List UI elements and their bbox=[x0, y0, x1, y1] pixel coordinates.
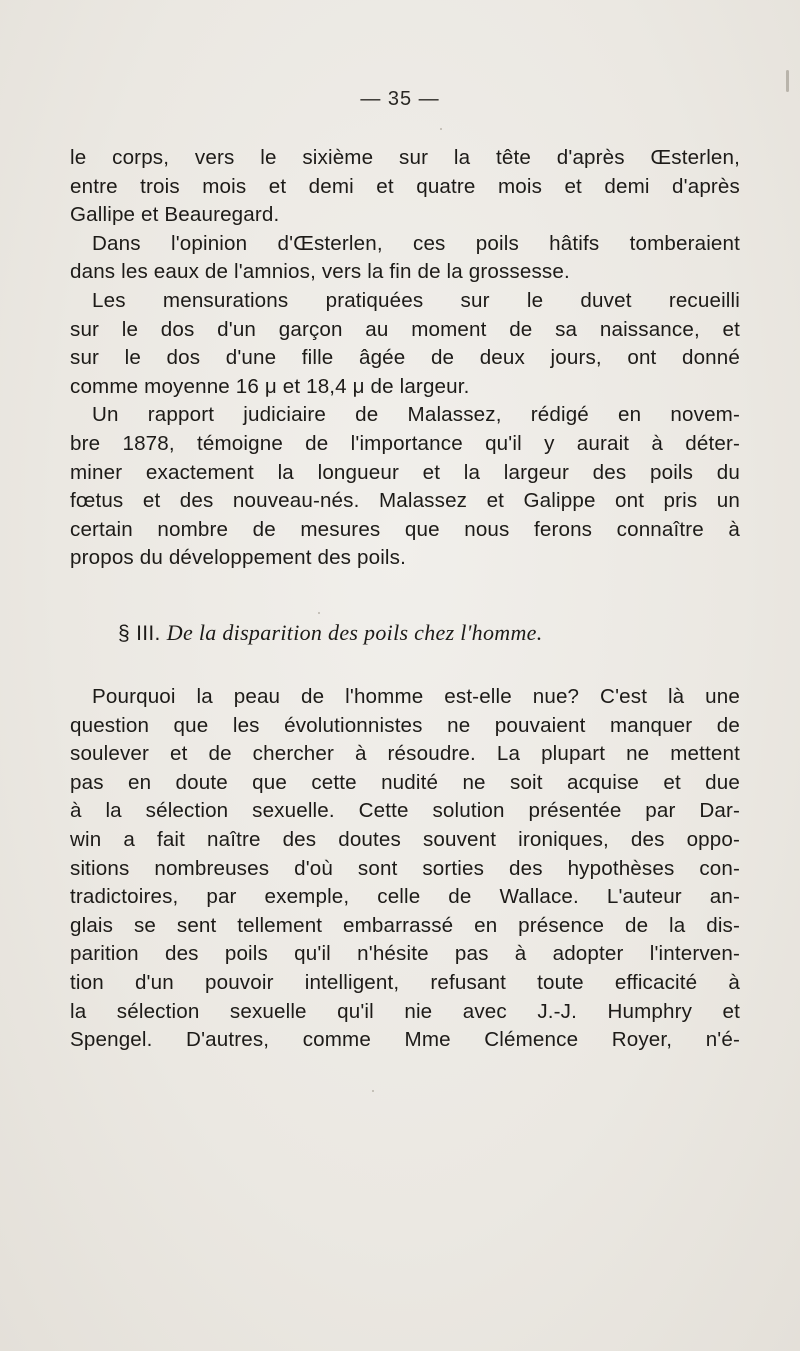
text-line: bre 1878, témoigne de l'importance qu'il y aurait à déter- bbox=[70, 431, 740, 455]
paper-speck bbox=[372, 1090, 374, 1092]
text-line: le corps, vers le sixième sur la tête d'après Œsterlen, bbox=[70, 146, 740, 169]
text-line: miner exactement la longueur et la largeur des poils du bbox=[70, 460, 740, 484]
text-block-bottom bbox=[70, 683, 740, 1055]
text-line: comme moyenne 16 μ et 18,4 μ de largeur. bbox=[70, 374, 470, 398]
text-line: Spengel. D'autres, comme Mme Clémence Royer, n'é- bbox=[70, 1028, 740, 1052]
text-block-top bbox=[70, 144, 740, 573]
text-line: Gallipe et Beauregard. bbox=[70, 203, 280, 227]
text-line: la sélection sexuelle qu'il nie avec J.-J. Humphry et bbox=[70, 999, 740, 1023]
text-line: sur le dos d'un garçon au moment de sa naissance, et bbox=[70, 317, 740, 341]
text-line: propos du développement des poils. bbox=[70, 546, 406, 570]
paper-speck bbox=[318, 612, 320, 614]
text-line: pas en doute que cette nudité ne soit acquise et due bbox=[70, 770, 740, 794]
text-line: à la sélection sexuelle. Cette solution présentée par Dar- bbox=[70, 799, 740, 823]
paper-speck bbox=[440, 128, 442, 130]
text-line: Les mensurations pratiquées sur le duvet recueilli bbox=[92, 288, 740, 312]
text-line: soulever et de chercher à résoudre. La plupart ne mettent bbox=[70, 742, 740, 766]
text-line: Un rapport judiciaire de Malassez, rédigé en novem- bbox=[92, 403, 740, 427]
text-line: tradictoires, par exemple, celle de Wallace. L'auteur an- bbox=[70, 885, 740, 909]
text-line: fœtus et des nouveau-nés. Malassez et Galippe ont pris un bbox=[70, 489, 740, 513]
text-line: win a fait naître des doutes souvent ironiques, des oppo- bbox=[70, 827, 740, 851]
page-number: — 35 — bbox=[360, 88, 440, 110]
text-line: sur le dos d'une fille âgée de deux jours, ont donné bbox=[70, 346, 740, 370]
section-heading bbox=[118, 620, 543, 646]
text-line: tion d'un pouvoir intelligent, refusant toute efficacité à bbox=[70, 970, 740, 994]
section-number: § III. bbox=[118, 622, 161, 645]
text-line: entre trois mois et demi et quatre mois et demi d'après bbox=[70, 174, 740, 198]
text-line: Pourquoi la peau de l'homme est-elle nue? C'est là une bbox=[92, 685, 740, 708]
text-line: dans les eaux de l'amnios, vers la fin de la grossesse. bbox=[70, 260, 570, 284]
text-line: certain nombre de mesures que nous ferons connaître à bbox=[70, 517, 740, 541]
paper-speck bbox=[786, 70, 789, 92]
section-title: De la disparition des poils chez l'homme. bbox=[166, 620, 543, 645]
text-line: glais se sent tellement embarrassé en présence de la dis- bbox=[70, 913, 740, 937]
text-line: parition des poils qu'il n'hésite pas à adopter l'interven- bbox=[70, 942, 740, 966]
text-line: Dans l'opinion d'Œsterlen, ces poils hâtifs tomberaient bbox=[92, 231, 740, 255]
text-line: sitions nombreuses d'où sont sorties des hypothèses con- bbox=[70, 856, 740, 880]
text-line: question que les évolutionnistes ne pouvaient manquer de bbox=[70, 713, 740, 737]
